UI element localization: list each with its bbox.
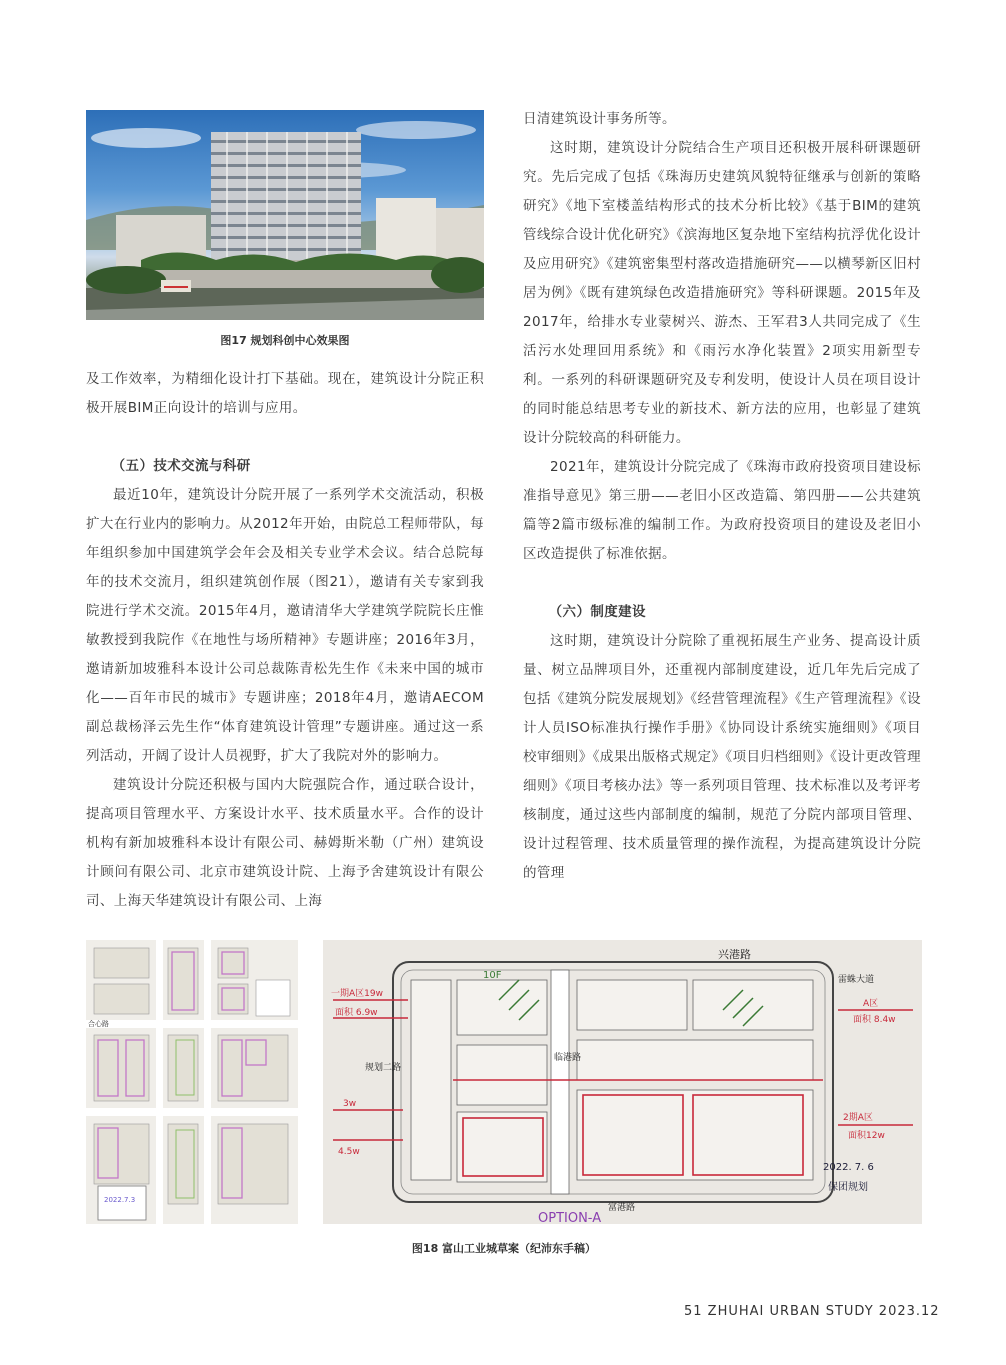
figure-18-caption: 图18 富山工业城草案（纪沛东手稿）: [411, 1242, 597, 1255]
section-heading-5: （五）技术交流与科研: [111, 458, 251, 474]
right-paragraph-1: 日清建筑设计事务所等。: [523, 111, 676, 127]
left-paragraph-1: 及工作效率，为精细化设计打下基础。现在，建筑设计分院正积极开展BIM正向设计的培训与应用。: [86, 371, 484, 416]
handwriting-phase2-a: 2期A区: [843, 1113, 873, 1123]
handwriting-date: 2022. 7. 6: [823, 1162, 874, 1173]
road-label-guihua: 规划二路: [365, 1063, 402, 1073]
right-column: [523, 105, 921, 888]
handwriting-4-5w: 4.5w: [338, 1147, 360, 1157]
figure-18-site-plan: [86, 940, 298, 1224]
handwriting-zone-a: A区: [863, 999, 879, 1009]
left-column: [86, 365, 484, 916]
page-footer: 51 ZHUHAI URBAN STUDY 2023.12: [684, 1304, 940, 1319]
handwriting-3w: 3w: [343, 1099, 357, 1109]
figure-17-caption: 图17 规划科创中心效果图: [220, 334, 350, 347]
handwriting-floors: 10F: [483, 970, 502, 981]
right-paragraph-3: 2021年，建筑设计分院完成了《珠海市政府投资项目建设标准指导意见》第三册——老旧小区改造篇、第四册——公共建筑篇等2篇市级标准的编制工作。为政府投资项目的建设及老旧小区改造提供了标准依据。: [523, 459, 921, 562]
road-label-hexin: 合心路: [88, 1020, 109, 1028]
handwriting-option-a: OPTION-A: [538, 1211, 602, 1224]
road-label-lingang: 临港路: [554, 1053, 582, 1063]
handwriting-area-2: 面积 8.4w: [853, 1015, 896, 1025]
handwriting-area-3: 面积12w: [848, 1131, 885, 1141]
figure-17-image: [86, 110, 484, 320]
road-label-fugang: 富港路: [608, 1203, 636, 1213]
handwriting-phase1-a: 一期A区19w: [331, 989, 383, 999]
left-paragraph-3: 建筑设计分院还积极与国内大院强院合作，通过联合设计，提高项目管理水平、方案设计水平、技术质量水平。合作的设计机构有新加坡雅科本设计有限公司、赫姆斯米勒（广州）建筑设计顾问有限公司、北京市建筑设计院、上海予舍建筑设计有限公司、上海天华建筑设计有限公司、上海: [86, 777, 484, 909]
handwriting-area-1: 面积 6.9w: [335, 1008, 378, 1018]
handwriting-plan: 保团规划: [828, 1182, 868, 1193]
right-paragraph-4: 这时期，建筑设计分院除了重视拓展生产业务、提高设计质量、树立品牌项目外，还重视内部制度建设，近几年先后完成了包括《建筑分院发展规划》《经营管理流程》《生产管理流程》《设计人员ISO标准执行操作手册》《协同设计系统实施细则》《项目校审细则》《成果出版格式规定》《项目归档细则》《设计更改管理细则》《项目考核办法》等一系列项目管理、技术标准以及考评考核制度，通过这些内部制度的编制，规范了分院内部项目管理、设计过程管理、技术质量管理的操作流程，为提高建筑设计分院的管理: [523, 633, 921, 881]
figure-18-hand-sketch: [323, 940, 922, 1224]
road-label-leizhu: 雷蛛大道: [838, 975, 875, 985]
left-paragraph-2: 最近10年，建筑设计分院开展了一系列学术交流活动，积极扩大在行业内的影响力。从2012年开始，由院总工程师带队，每年组织参加中国建筑学会年会及相关专业学术会议。结合总院每年的技术交流月，组织建筑创作展（图21），邀请有关专家到我院进行学术交流。2015年4月，邀请清华大学建筑学院院长庄惟敏教授到我院作《在地性与场所精神》专题讲座；2016年3月，邀请新加坡雅科本设计公司总裁陈青松先生作《未来中国的城市化——百年市民的城市》专题讲座；2018年4月，邀请AECOM副总裁杨泽云先生作“体育建筑设计管理”专题讲座。通过这一系列活动，开阔了设计人员视野，扩大了我院对外的影响力。: [86, 487, 484, 764]
right-paragraph-2: 这时期，建筑设计分院结合生产项目还积极开展科研课题研究。先后完成了包括《珠海历史建筑风貌特征继承与创新的策略研究》《地下室楼盖结构形式的技术分析比较》《基于BIM的建筑管线综合设计优化研究》《滨海地区复杂地下室结构抗浮优化设计及应用研究》《建筑密集型村落改造措施研究——以横琴新区旧村居为例》《既有建筑绿色改造措施研究》等科研课题。2015年及2017年，给排水专业蒙树兴、游杰、王军君3人共同完成了《生活污水处理回用系统》和《雨污水净化装置》2项实用新型专利。一系列的科研课题研究及专利发明，使设计人员在项目设计的同时能总结思考专业的新技术、新方法的应用，也彰显了建筑设计分院较高的科研能力。: [523, 140, 921, 446]
plan-date-note: 2022.7.3: [104, 1196, 136, 1204]
road-label-xinggang: 兴港路: [718, 948, 751, 961]
section-heading-6: （六）制度建设: [548, 604, 646, 620]
